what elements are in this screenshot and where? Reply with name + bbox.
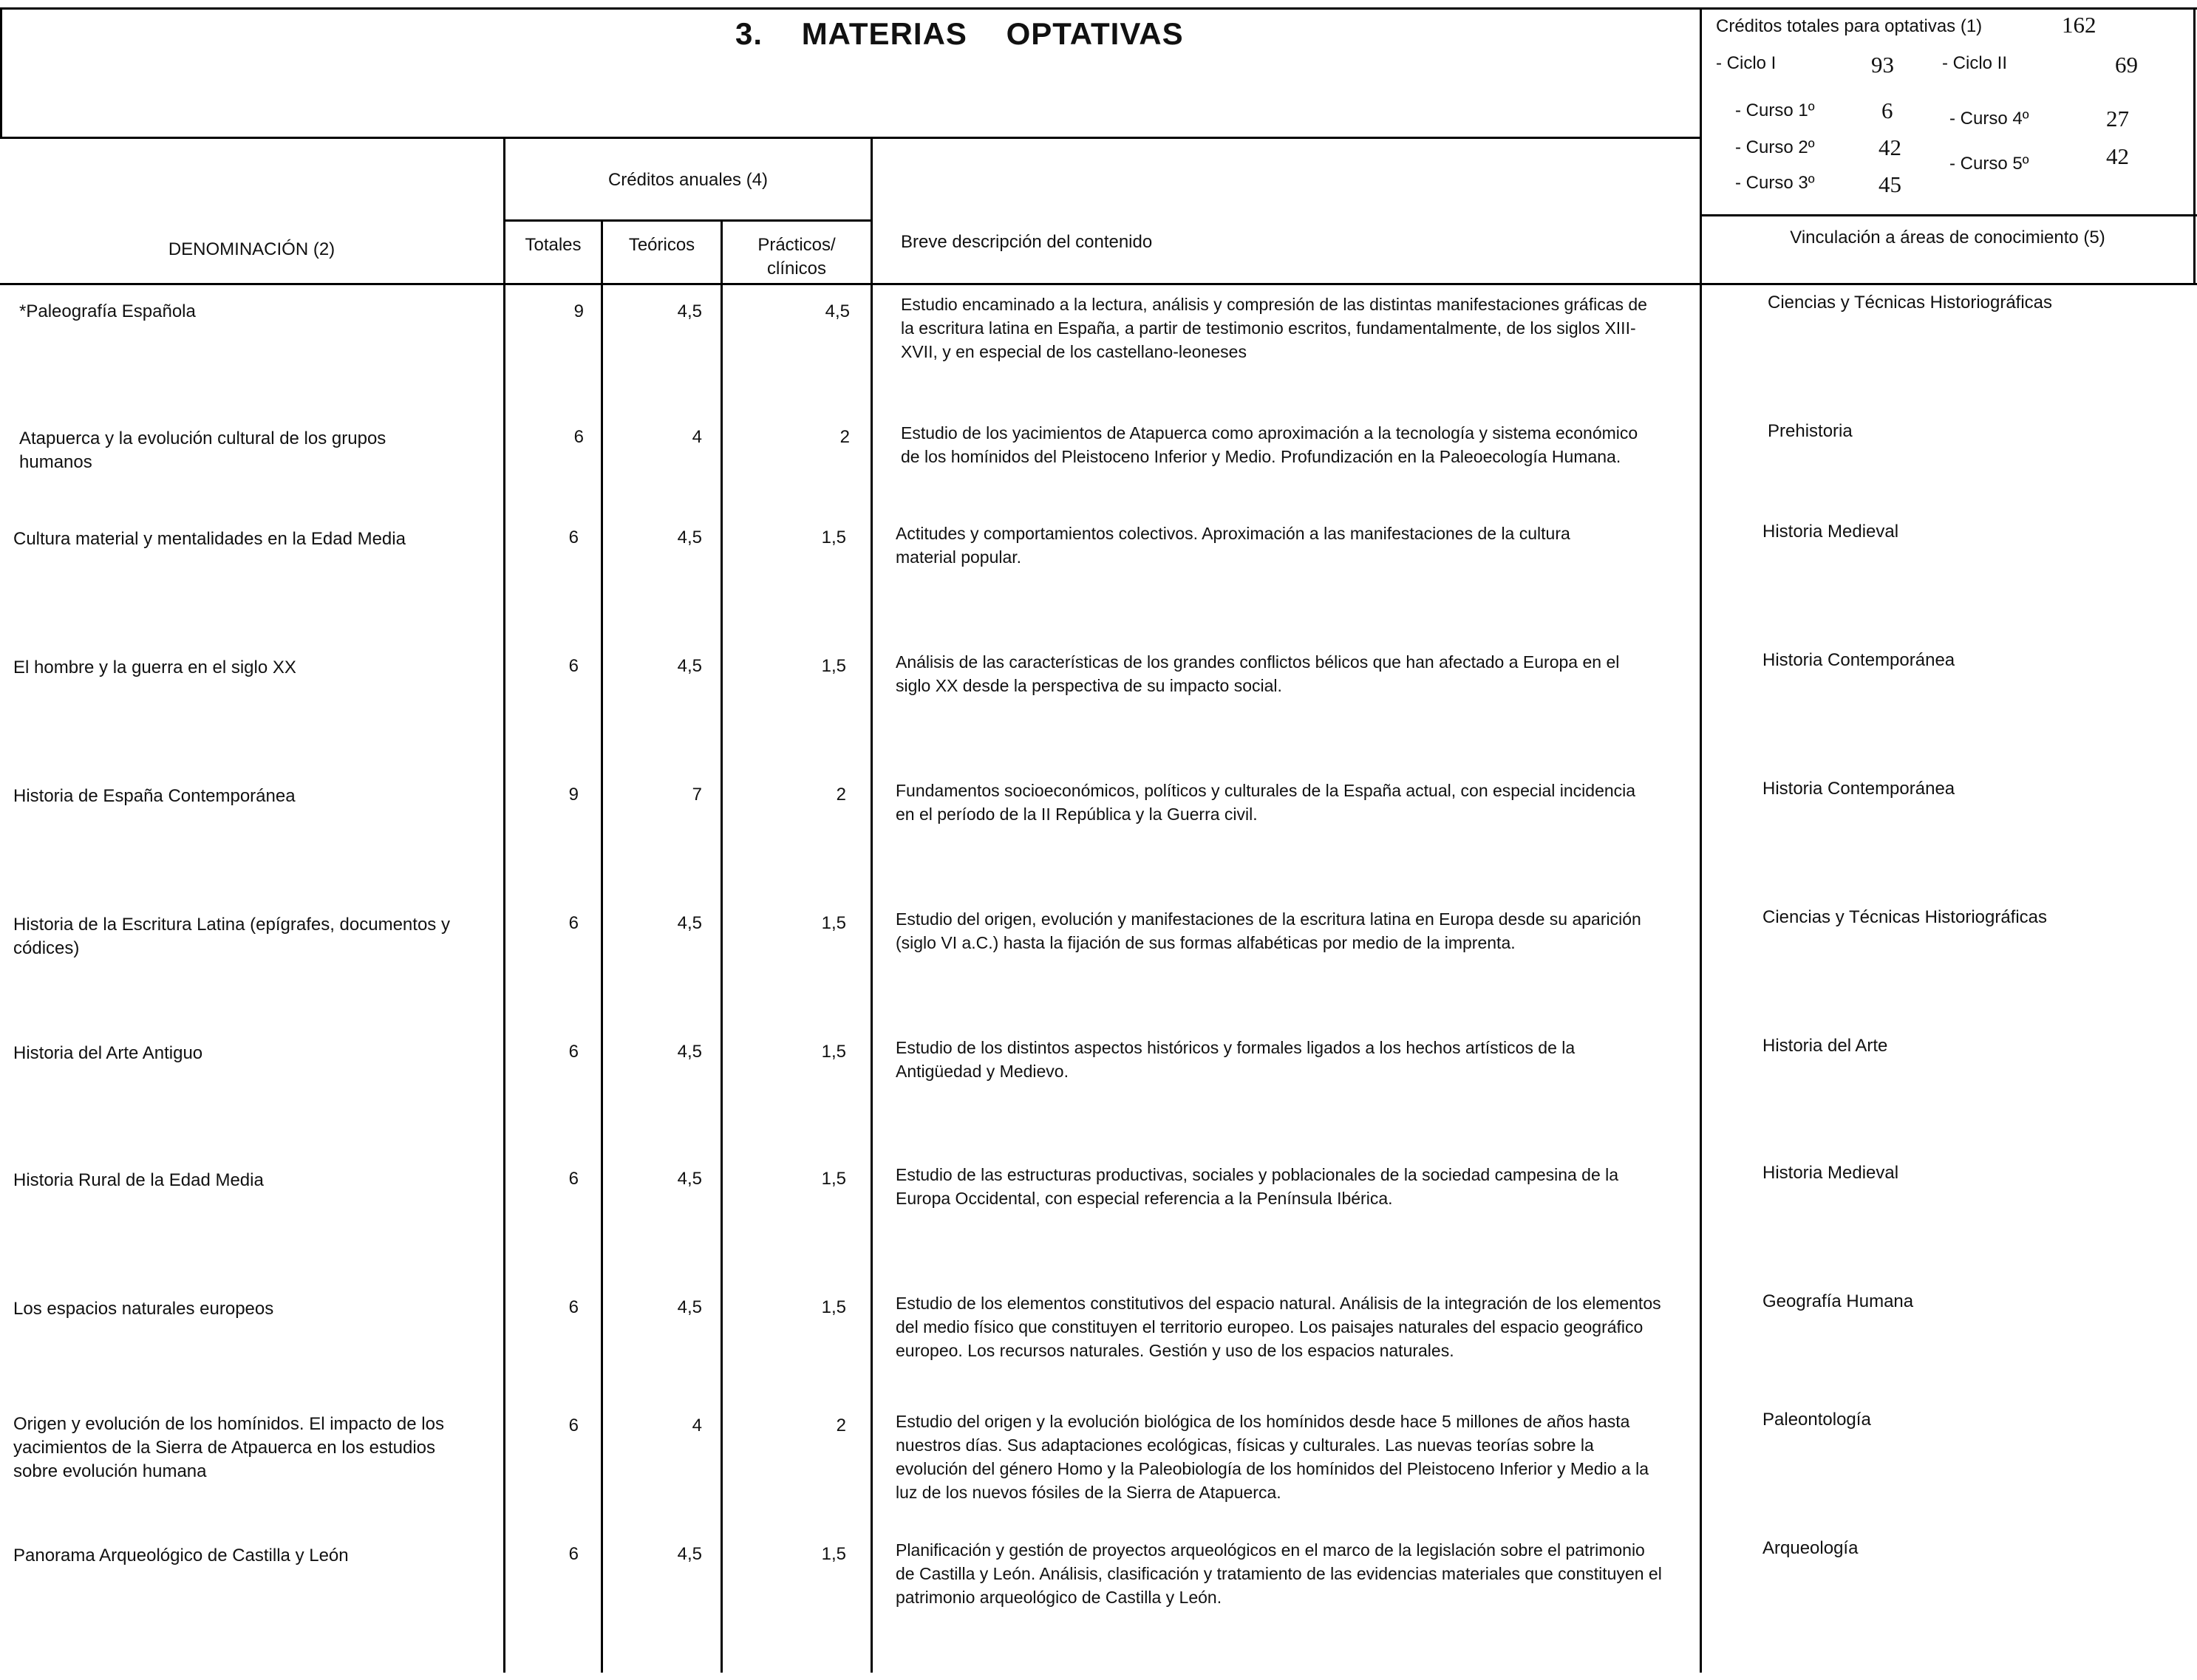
top-border [0, 7, 2197, 10]
row-5-practicos: 2 [836, 785, 846, 805]
row-9-name: Los espacios naturales europeos [13, 1299, 274, 1319]
row-1-teoricos: 4,5 [677, 301, 702, 321]
row-8-practicos: 1,5 [821, 1169, 846, 1189]
row-6-teoricos: 4,5 [677, 913, 702, 933]
row-9-practicos: 1,5 [821, 1297, 846, 1317]
row-8-area: Historia Medieval [1762, 1163, 1899, 1183]
row-2-teoricos: 4 [692, 427, 702, 447]
row-7-practicos: 1,5 [821, 1042, 846, 1062]
row-8-teoricos: 4,5 [677, 1169, 702, 1189]
row-6-description: Estudio del origen, evolución y manifestaciones de la escritura latina en Europa desde su aparición (siglo VI a.C.) hasta la fijación de sus formas alfabéticas por medio de la imprenta. [896, 909, 1641, 952]
row-1-area: Ciencias y Técnicas Historiográficas [1768, 293, 2053, 313]
header-descripcion: Breve descripción del contenido [901, 232, 1153, 252]
row-9-totales: 6 [568, 1297, 579, 1317]
curso3-value: 45 [1878, 171, 1901, 197]
row-4-teoricos: 4,5 [677, 656, 702, 676]
row-3-totales: 6 [568, 527, 579, 547]
row-5-name: Historia de España Contemporánea [13, 786, 296, 806]
row-5-teoricos: 7 [692, 785, 702, 805]
row-10-name: Origen y evolución de los homínidos. El impacto de los yacimientos de la Sierra de Atpauerca en los estudios sobre evolución humana [13, 1414, 444, 1481]
row-11-practicos: 1,5 [821, 1544, 846, 1564]
col-divider-totales [601, 219, 603, 1673]
curso3-label: - Curso 3º [1735, 173, 1815, 193]
credits-subheader-border [505, 219, 873, 222]
page-title: 3. MATERIAS OPTATIVAS [735, 16, 1184, 51]
col-divider-practicos [871, 137, 873, 1673]
row-10-area: Paleontología [1762, 1410, 1871, 1430]
row-7-area: Historia del Arte [1762, 1036, 1888, 1056]
row-10-totales: 6 [568, 1416, 579, 1435]
row-7-description: Estudio de los distintos aspectos históricos y formales ligados a los hechos artísticos de la Antigüedad y Medievo. [896, 1038, 1576, 1081]
row-11-teoricos: 4,5 [677, 1544, 702, 1564]
row-10-practicos: 2 [836, 1416, 846, 1435]
row-2-area: Prehistoria [1768, 421, 1853, 441]
row-8-name: Historia Rural de la Edad Media [13, 1170, 264, 1190]
curso2-value: 42 [1878, 134, 1901, 160]
row-11-area: Arqueología [1762, 1538, 1859, 1558]
row-6-name: Historia de la Escritura Latina (epígrafes, documentos y códices) [13, 915, 450, 958]
header-denominacion: DENOMINACIÓN (2) [168, 239, 335, 259]
row-3-practicos: 1,5 [821, 527, 846, 547]
row-1-name: *Paleografía Española [19, 301, 196, 321]
row-8-totales: 6 [568, 1169, 579, 1189]
row-3-area: Historia Medieval [1762, 522, 1899, 542]
row-11-name: Panorama Arqueológico de Castilla y León [13, 1546, 349, 1565]
header-teoricos: Teóricos [628, 235, 695, 255]
row-4-totales: 6 [568, 656, 579, 676]
credits-box-bottom-border [1700, 214, 2197, 216]
row-4-name: El hombre y la guerra en el siglo XX [13, 658, 296, 677]
row-5-totales: 9 [568, 785, 579, 805]
row-6-totales: 6 [568, 913, 579, 933]
curso4-value: 27 [2106, 106, 2129, 132]
curso4-label: - Curso 4º [1949, 109, 2029, 129]
row-7-totales: 6 [568, 1042, 579, 1062]
col-divider-teoricos [721, 219, 723, 1673]
header-creditos-anuales: Créditos anuales (4) [607, 170, 769, 190]
row-2-description: Estudio de los yacimientos de Atapuerca como aproximación a la tecnología y sistema económico de los homínidos del Pleistoceno Inferior y Medio. Profundización en la Paleoecología Humana. [901, 423, 1638, 466]
row-9-teoricos: 4,5 [677, 1297, 702, 1317]
header-totales: Totales [525, 235, 582, 255]
row-10-teoricos: 4 [692, 1416, 702, 1435]
row-2-practicos: 2 [839, 427, 850, 447]
row-10-description: Estudio del origen y la evolución biológica de los homínidos desde hace 5 millones de años hasta nuestros días. Sus adaptaciones ecológicas, físicas y culturales. Las nuevas teorías sobre la evolución del género Homo y la Paleobiología de los homínidos del Pleistoceno Inferior y Medio a la luz de los nuevos fósiles de la Sierra de Atapuerca. [896, 1412, 1649, 1502]
curso5-label: - Curso 5º [1949, 154, 2029, 174]
row-3-description: Actitudes y comportamientos colectivos. Aproximación a las manifestaciones de la cultura material popular. [896, 524, 1570, 567]
curso2-label: - Curso 2º [1735, 137, 1815, 157]
header-vinculacion: Vinculación a áreas de conocimiento (5) [1790, 228, 2105, 247]
ciclo1-label: - Ciclo I [1716, 53, 1777, 73]
row-4-description: Análisis de las características de los grandes conflictos bélicos que han afectado a Europa en el siglo XX desde la perspectiva de su impacto social. [896, 652, 1620, 695]
row-2-totales: 6 [573, 427, 584, 447]
header-bottom-border [0, 283, 2197, 285]
row-1-description: Estudio encaminado a la lectura, análisis y compresión de las distintas manifestaciones gráficas de la escritura latina en España, a partir de testimonio escritos, fundamentalmente, de los siglos XIII-XVII, y en especial de los castellano-leoneses [901, 295, 1647, 361]
row-6-practicos: 1,5 [821, 913, 846, 933]
total-credits-value: 162 [2062, 12, 2096, 38]
header-practicos: Prácticos/ clínicos [757, 235, 836, 279]
total-credits-label: Créditos totales para optativas (1) [1716, 16, 1983, 36]
row-3-teoricos: 4,5 [677, 527, 702, 547]
row-7-teoricos: 4,5 [677, 1042, 702, 1062]
left-border [0, 7, 2, 137]
row-8-description: Estudio de las estructuras productivas, sociales y poblacionales de la sociedad campesina de la Europa Occidental, con especial referencia a la Península Ibérica. [896, 1165, 1619, 1208]
ciclo2-label: - Ciclo II [1942, 53, 2008, 73]
row-11-description: Planificación y gestión de proyectos arqueológicos en el marco de la legislación sobre el patrimonio de Castilla y León. Análisis, clasificación y tratamiento de las evidencias materiales que constituyen el patrimonio arqueológico de Castilla y León. [896, 1540, 1662, 1607]
row-2-name: Atapuerca y la evolución cultural de los grupos humanos [19, 428, 386, 472]
row-9-description: Estudio de los elementos constitutivos del espacio natural. Análisis de la integración de los elementos del medio físico que constituyen el territorio europeo. Los paisajes naturales del espacio geográfico europeo. Los recursos naturales. Gestión y uso de los espacios naturales. [896, 1294, 1661, 1360]
row-5-area: Historia Contemporánea [1762, 779, 1955, 799]
right-border [2193, 7, 2196, 284]
ciclo1-value: 93 [1871, 52, 1894, 78]
row-5-description: Fundamentos socioeconómicos, políticos y culturales de la España actual, con especial incidencia en el período de la II República y la Guerra civil. [896, 781, 1636, 824]
row-11-totales: 6 [568, 1544, 579, 1564]
curso1-label: - Curso 1º [1735, 100, 1815, 120]
row-1-practicos: 4,5 [825, 301, 850, 321]
col-divider-name [503, 137, 505, 1673]
row-3-name: Cultura material y mentalidades en la Edad Media [13, 529, 406, 549]
row-9-area: Geografía Humana [1762, 1291, 1914, 1311]
row-6-area: Ciencias y Técnicas Historiográficas [1762, 907, 2048, 927]
row-1-totales: 9 [573, 301, 584, 321]
curso5-value: 42 [2106, 143, 2129, 169]
credits-box-left-border [1700, 7, 1702, 1673]
ciclo2-value: 69 [2115, 52, 2138, 78]
row-7-name: Historia del Arte Antiguo [13, 1043, 203, 1063]
curso1-value: 6 [1881, 98, 1893, 123]
title-bottom-border [0, 137, 1700, 139]
row-4-area: Historia Contemporánea [1762, 650, 1955, 670]
row-4-practicos: 1,5 [821, 656, 846, 676]
